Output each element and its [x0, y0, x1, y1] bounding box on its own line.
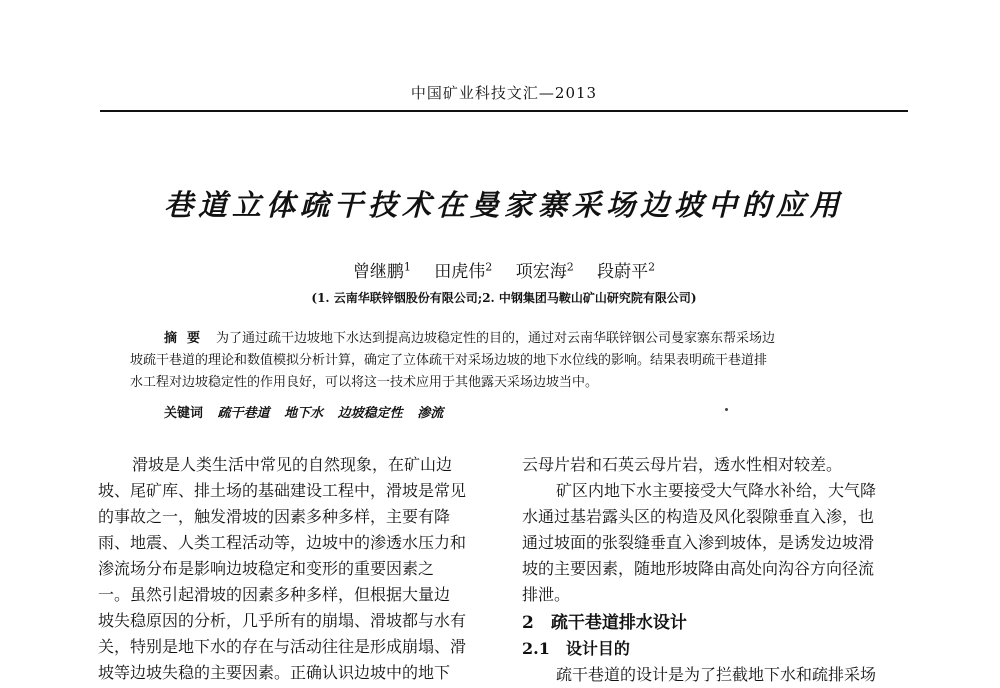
abstract: [130, 328, 882, 394]
author-list: [100, 257, 908, 282]
keywords: [164, 402, 443, 421]
body-line: 排泄。: [522, 585, 571, 604]
body-line: 的事故之一，触发滑坡的因素多种多样，主要有降: [98, 507, 451, 526]
body-line: 坡等边坡失稳的主要因素。正确认识边坡中的地下: [98, 663, 451, 682]
author: 曾继鹏$^1$: [352, 260, 411, 282]
affiliation: (1. 云南华联锌铟股份有限公司;2. 中钢集团马鞍山矿山研究院有限公司): [311, 291, 697, 305]
keyword: 疏干巷道: [217, 406, 270, 421]
body-line: 滑坡是人类生活中常见的自然现象，在矿山边: [132, 455, 453, 474]
body-line: 水通过基岩露头区的构造及风化裂隙垂直入渗，也: [522, 507, 875, 526]
body-line: 一。虽然引起滑坡的因素多种多样，但根据大量边: [98, 585, 451, 604]
body-line: 云母片岩和石英云母片岩，透水性相对较差。: [522, 455, 843, 474]
section-heading: 2 疏干巷道排水设计: [522, 613, 687, 633]
keywords-label: 关键词: [164, 406, 204, 421]
right-column: [522, 452, 916, 688]
abstract-label: 摘要: [164, 331, 211, 346]
author: 段蔚平$^2$: [597, 260, 656, 282]
body-line: 雨、地震、人类工程活动等，边坡中的渗透水压力和: [98, 533, 467, 552]
abstract-line: 坡疏干巷道的理论和数值模拟分析计算，确定了立体疏干对采场边坡的地下水位线的影响。结果表明疏干巷道排: [130, 353, 768, 368]
body-line: 通过坡面的张裂缝垂直入渗到坡体，是诱发边坡滑: [522, 533, 875, 552]
body-line: 矿区内地下水主要接受大气降水补给，大气降: [556, 481, 877, 500]
subsection-heading: 2.1 设计目的: [522, 639, 630, 658]
keyword: 边坡稳定性: [337, 406, 403, 421]
left-column: [98, 452, 490, 686]
header-rule: [100, 110, 908, 112]
scan-speck: [725, 408, 728, 411]
author: 项宏海$^2$: [515, 260, 574, 282]
running-header: 中国矿业科技文汇—2013: [410, 84, 598, 102]
body-line: 坡失稳原因的分析，几乎所有的崩塌、滑坡都与水有: [98, 611, 467, 630]
paper-title: 巷道立体疏干技术在曼家寨采场边坡中的应用: [163, 188, 844, 222]
keyword: 渗流: [417, 406, 444, 421]
body-line: 渗流场分布是影响边坡稳定和变形的重要因素之: [98, 559, 435, 578]
body-line: 坡的主要因素，随地形坡降由高处向沟谷方向径流: [522, 559, 875, 578]
abstract-line: 水工程对边坡稳定性的作用良好，可以将这一技术应用于其他露天采场边坡当中。: [130, 375, 599, 390]
body-line: 关，特别是地下水的存在与活动往往是形成崩塌、滑: [98, 637, 467, 656]
abstract-line: 摘要 为了通过疏干边坡地下水达到提高边坡稳定性的目的，通过对云南华联锌铟公司曼家寨东帮采场边: [164, 331, 776, 346]
body-line: 疏干巷道的设计是为了拦截地下水和疏排采场: [556, 665, 877, 684]
author: 田虎伟$^2$: [434, 260, 493, 282]
keyword: 地下水: [284, 406, 324, 421]
body-line: 坡、尾矿库、排土场的基础建设工程中，滑坡是常见: [98, 481, 467, 500]
